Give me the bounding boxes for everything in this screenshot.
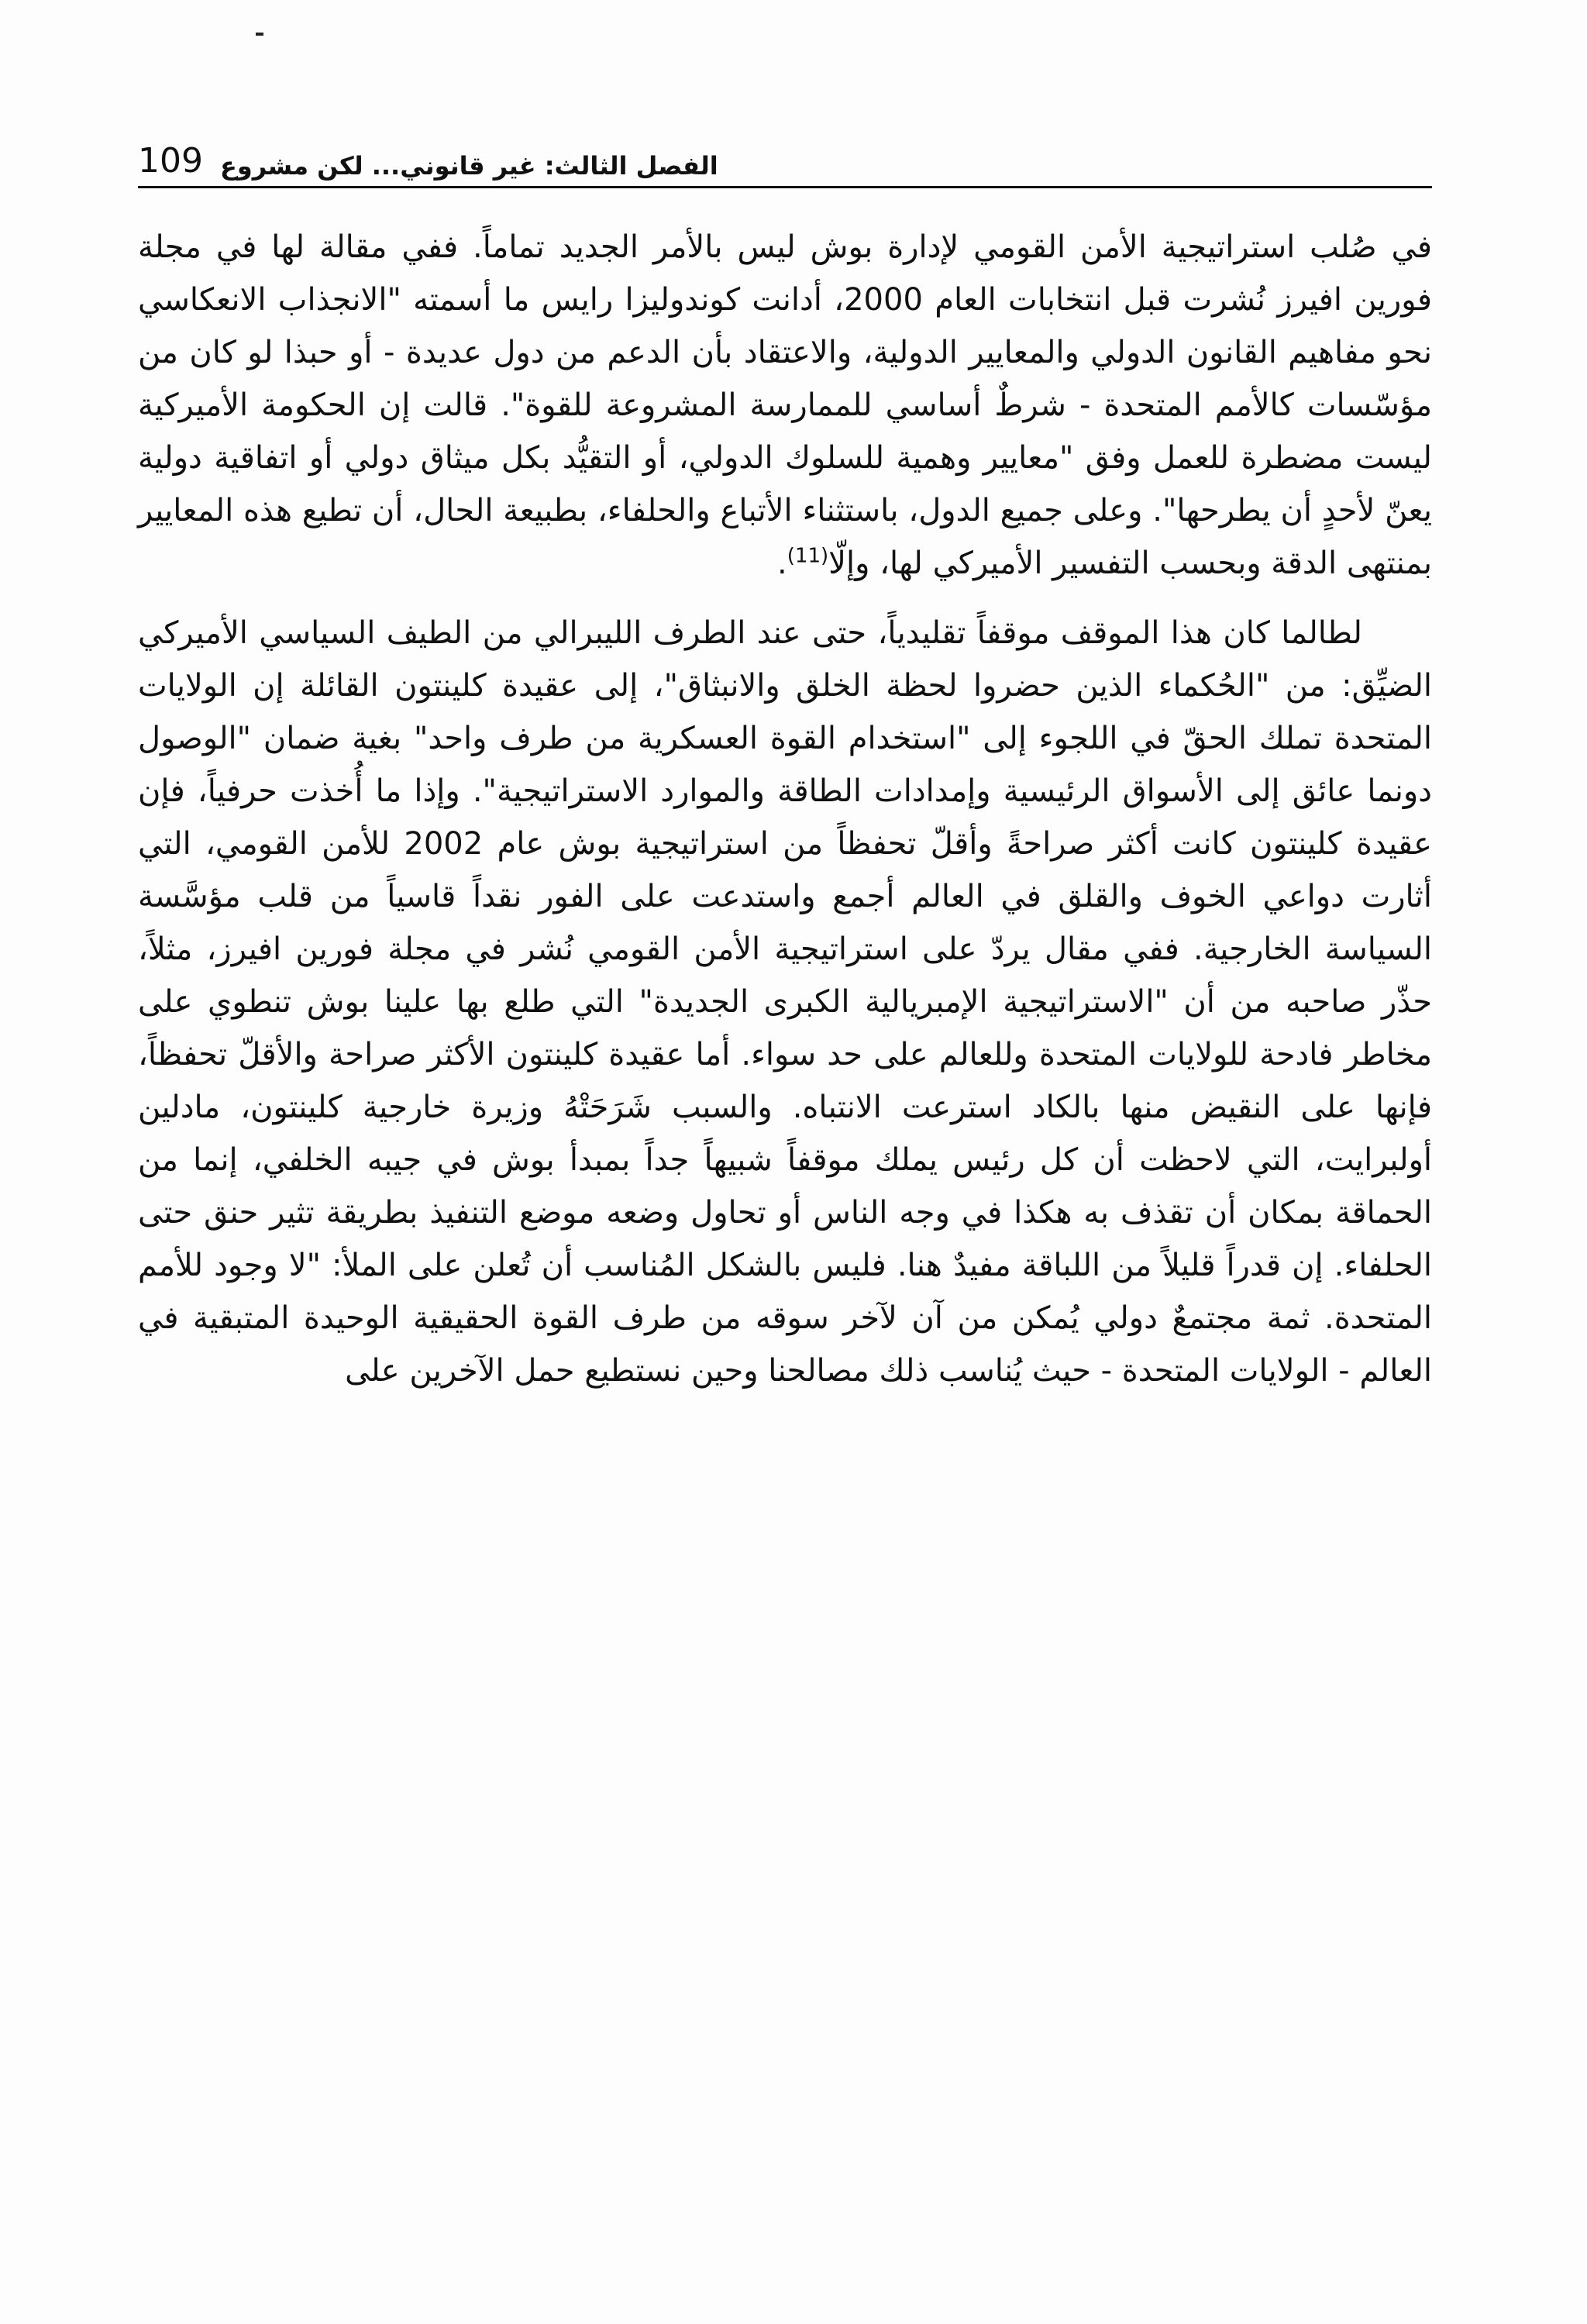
paragraph-1 [138,221,1432,590]
running-header [138,124,1432,181]
chapter-title: الفصل الثالث: غير قانوني... لكن مشروع [219,151,718,181]
header-divider [138,186,1432,188]
footnote-reference: (11) [787,544,829,568]
paragraph-1-end: . [777,546,787,581]
page-number: 109 [138,141,203,181]
scan-artifact-mark [256,33,263,36]
body-text [138,221,1432,1397]
paragraph-2: لطالما كان هذا الموقف موقفاً تقليدياً، حتى عند الطرف الليبرالي من الطيف السياسي الأميركي الضيِّق: من "الحُكماء الذين حضروا لحظة الخلق والانبثاق"، إلى عقيدة كلينتون القائلة إن الولايات المتحدة تملك الحقّ في اللجوء إلى "استخدام القوة العسكرية من طرف واحد" بغية ضمان "الوصول دونما عائق إلى الأسواق الرئيسية وإمدادات الطاقة والموارد الاستراتيجية". وإذا ما أُخذت حرفياً، فإن عقيدة كلينتون كانت أكثر صراحةً وأقلّ تحفظاً من استراتيجية بوش عام 2002 للأمن القومي، التي أثارت دواعي الخوف والقلق في العالم أجمع واستدعت على الفور نقداً قاسياً من قلب مؤسَّسة السياسة الخارجية. ففي مقال يردّ على استراتيجية الأمن القومي نُشر في مجلة فورين افيرز، مثلاً، حذّر صاحبه من أن "الاستراتيجية الإمبريالية الكبرى الجديدة" التي طلع بها علينا بوش تنطوي على مخاطر فادحة للولايات المتحدة وللعالم على حد سواء. أما عقيدة كلينتون الأكثر صراحة والأقلّ تحفظاً، فإنها على النقيض منها بالكاد استرعت الانتباه. والسبب شَرَحَتْهُ وزيرة خارجية كلينتون، مادلين أولبرايت، التي لاحظت أن كل رئيس يملك موقفاً شبيهاً جداً بمبدأ بوش في جيبه الخلفي، إنما من الحماقة بمكان أن تقذف به هكذا في وجه الناس أو تحاول وضعه موضع التنفيذ بطريقة تثير حنق حتى الحلفاء. إن قدراً قليلاً من اللباقة مفيدٌ هنا. فليس بالشكل المُناسب أن تُعلن على الملأ: "لا وجود للأمم المتحدة. ثمة مجتمعٌ دولي يُمكن من آن لآخر سوقه من طرف القوة الحقيقية الوحيدة المتبقية في العالم - الولايات المتحدة - حيث يُناسب ذلك مصالحنا وحين نستطيع حمل الآخرين على [138,615,1432,1389]
paragraph-1-text: في صُلب استراتيجية الأمن القومي لإدارة بوش ليس بالأمر الجديد تماماً. ففي مقالة لها في مجلة فورين افيرز نُشرت قبل انتخابات العام 2000، أدانت كوندوليزا رايس ما أسمته "الانجذاب الانعكاسي نحو مفاهيم القانون الدولي والمعايير الدولية، والاعتقاد بأن الدعم من دول عديدة - أو حبذا لو كان من مؤسّسات كالأمم المتحدة - شرطٌ أساسي للممارسة المشروعة للقوة". قالت إن الحكومة الأميركية ليست مضطرة للعمل وفق "معايير وهمية للسلوك الدولي، أو التقيُّد بكل ميثاق دولي أو اتفاقية دولية يعنّ لأحدٍ أن يطرحها". وعلى جميع الدول، باستثناء الأتباع والحلفاء، بطبيعة الحال، أن تطيع هذه المعايير بمنتهى الدقة وبحسب التفسير الأميركي لها، وإلّا [138,229,1432,581]
header-left-group [138,141,718,181]
